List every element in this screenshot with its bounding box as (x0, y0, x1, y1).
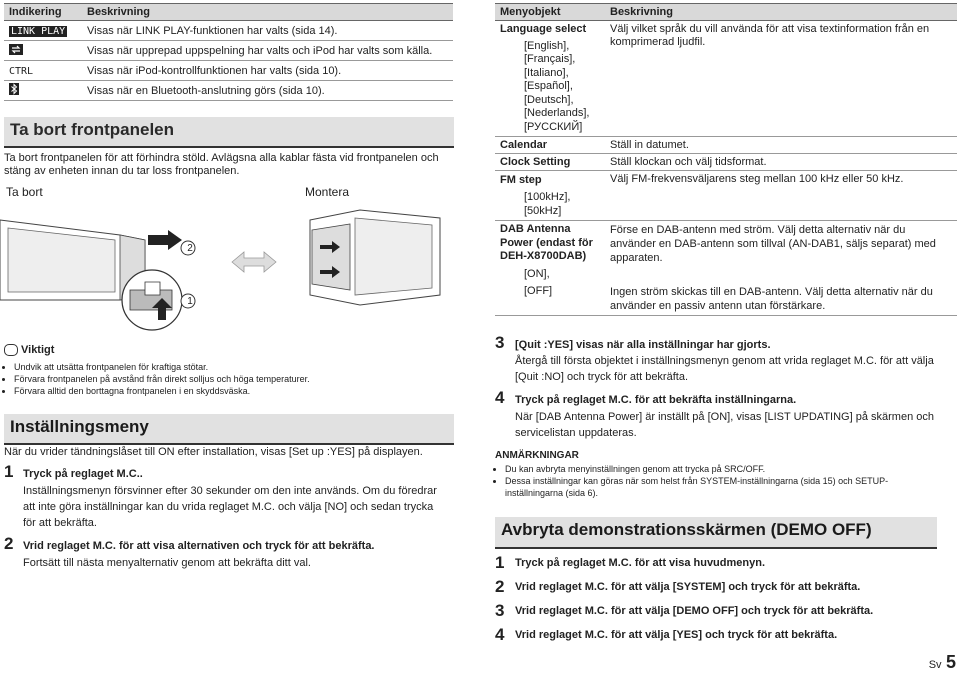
step-title: Tryck på reglaget M.C. för att bekräfta inställningarna. (515, 394, 797, 406)
menu-description: Ingen ström skickas till en DAB-antenn. Välj detta alternativ när du använder en passiv antenn utan förstärkare. (605, 283, 957, 316)
step-title: Vrid reglaget M.C. för att välja [DEMO OFF] och tryck för att bekräfta. (515, 605, 874, 617)
option: [OFF] (495, 283, 605, 316)
indicator-header: Indikering (4, 4, 82, 21)
settings-menu-intro: När du vrider tändningslåset till ON efter installation, visas [Set up :YES] på displayen. (4, 446, 423, 458)
menu-item-language: Language select (500, 23, 587, 35)
indicator-description: Visas när upprepad uppspelning har valts och iPod har valts som källa. (82, 41, 453, 61)
menu-description: Välj vilket språk du vill använda för att visa textinformation från en komprimerad ljudfil. (605, 21, 957, 137)
menu-description: Ställ in datumet. (605, 137, 957, 154)
option: [50kHz] (524, 205, 562, 217)
option: [ON], (524, 267, 550, 280)
notes-list (495, 463, 925, 499)
step-number: 1 (4, 462, 14, 481)
step-title: Tryck på reglaget M.C. för att visa huvudmenyn. (515, 557, 766, 569)
list-item: • Förvara frontpanelen på avstånd från direkt solljus och höga temperaturer. (14, 373, 454, 385)
step-1-marker: 1 (187, 296, 193, 307)
page-footer (929, 652, 956, 673)
table-row (495, 137, 957, 154)
step-title: Tryck på reglaget M.C.. (23, 468, 143, 480)
important-list (4, 361, 454, 397)
description-header: Beskrivning (82, 4, 453, 21)
attach-panel-drawing (310, 210, 440, 305)
table-row (4, 81, 453, 101)
menu-item-fm-step: FM step (500, 174, 542, 186)
ctrl-indicator: CTRL (4, 61, 82, 81)
important-icon (4, 344, 18, 356)
table-row (495, 171, 957, 221)
option: [Français], (524, 53, 576, 65)
step-title: Vrid reglaget M.C. för att visa alternativen och tryck för att bekräfta. (23, 540, 375, 552)
menu-description-header: Beskrivning (605, 4, 957, 21)
step-number: 3 (495, 601, 505, 620)
menu-description: Förse en DAB-antenn med ström. Välj detta alternativ när du använder en DAB-antenn som tillval (AN-DAB1, säljs separat) med apparaten. (610, 224, 936, 264)
menu-description: Välj FM-frekvensväljarens steg mellan 100 kHz eller 50 kHz. (605, 171, 957, 221)
step-title: Vrid reglaget M.C. för att välja [SYSTEM] och tryck för att bekräfta. (515, 581, 861, 593)
step-title: [Quit :YES] visas när alla inställningar har gjorts. (515, 339, 771, 351)
menu-table (495, 3, 957, 316)
step-text: Inställningsmenyn försvinner efter 30 sekunder om den inte används. Om du föredrar att inte göra inställningar kan du vrida reglaget M.C. och välja [NO] och sedan trycka för att bekräfta. (23, 485, 437, 529)
table-row (495, 21, 957, 137)
option: [English], (524, 39, 570, 52)
option: [Italiano], (524, 66, 569, 79)
settings-menu-heading: Inställningsmeny (4, 414, 454, 445)
notes-heading: ANMÄRKNINGAR (495, 450, 579, 461)
important-heading: Viktigt (4, 344, 54, 356)
table-row (4, 61, 453, 81)
repeat-icon (4, 41, 82, 61)
list-item: • Undvik att utsätta frontpanelen för kraftiga stötar. (14, 361, 454, 373)
step-2-marker: 2 (187, 243, 193, 254)
option: [Español], (524, 80, 573, 92)
step-number: 4 (495, 388, 505, 407)
table-row (495, 283, 957, 316)
step-number: 1 (495, 553, 505, 572)
indicator-table (4, 3, 453, 101)
demo-off-heading: Avbryta demonstrationsskärmen (DEMO OFF) (495, 517, 937, 549)
table-row (4, 21, 453, 41)
table-row (495, 221, 957, 284)
option: [Nederlands], (524, 107, 590, 119)
bluetooth-icon (4, 81, 82, 101)
remove-panel-intro: Ta bort frontpanelen för att förhindra stöld. Avlägsna alla kablar fästa vid frontpanelen och stäng av enheten innan du tar loss frontpanelen. (4, 152, 439, 177)
indicator-description: Visas när iPod-kontrollfunktionen har valts (sida 10). (82, 61, 453, 81)
menu-item-dab: DAB Antenna Power (endast för DEH-X8700DAB) (500, 223, 593, 262)
attach-label: Montera (305, 185, 350, 199)
option: [РУССКИЙ] (524, 120, 583, 133)
step-number: 4 (495, 625, 505, 644)
remove-label: Ta bort (6, 185, 43, 199)
option: [Deutsch], (524, 93, 574, 106)
list-item: • Förvara alltid den borttagna frontpanelen i en skyddsväska. (14, 385, 454, 397)
indicator-description: Visas när LINK PLAY-funktionen har valts (sida 14). (82, 21, 453, 41)
step-number: 3 (495, 333, 505, 352)
page-number: 5 (945, 652, 956, 672)
table-row (495, 154, 957, 171)
list-item: • Dessa inställningar kan göras när som helst från SYSTEM-inställningarna (sida 15) och SETUP-inställningarna (sida 6). (505, 475, 925, 499)
indicator-description: Visas när en Bluetooth-anslutning görs (sida 10). (82, 81, 453, 101)
step-text: Fortsätt till nästa menyalternativ genom att bekräfta ditt val. (23, 557, 311, 569)
double-arrow-icon (232, 252, 276, 272)
step-text: Återgå till första objektet i inställningsmenyn genom att vrida reglaget M.C. för att välja [Quit :NO] och tryck för att bekräfta. (515, 355, 934, 383)
step-title: Vrid reglaget M.C. för att välja [YES] och tryck för att bekräfta. (515, 629, 838, 641)
link-play-indicator: LINK PLAY (4, 21, 82, 41)
step-number: 2 (4, 534, 14, 553)
list-item: • Du kan avbryta menyinställningen genom att trycka på SRC/OFF. (505, 463, 925, 475)
remove-panel-heading: Ta bort frontpanelen (4, 117, 454, 148)
step-number: 2 (495, 577, 505, 596)
menu-item-header: Menyobjekt (495, 4, 605, 21)
front-panel-illustration (0, 200, 460, 335)
table-row (4, 41, 453, 61)
menu-description: Ställ klockan och välj tidsformat. (605, 154, 957, 171)
option: [100kHz], (524, 191, 571, 203)
menu-item-clock: Clock Setting (495, 154, 605, 171)
language-code: Sv (928, 659, 942, 671)
step-text: När [DAB Antenna Power] är inställt på [ON], visas [LIST UPDATING] på skärmen och servicelistan uppdateras. (515, 411, 934, 439)
menu-item-calendar: Calendar (495, 137, 605, 154)
